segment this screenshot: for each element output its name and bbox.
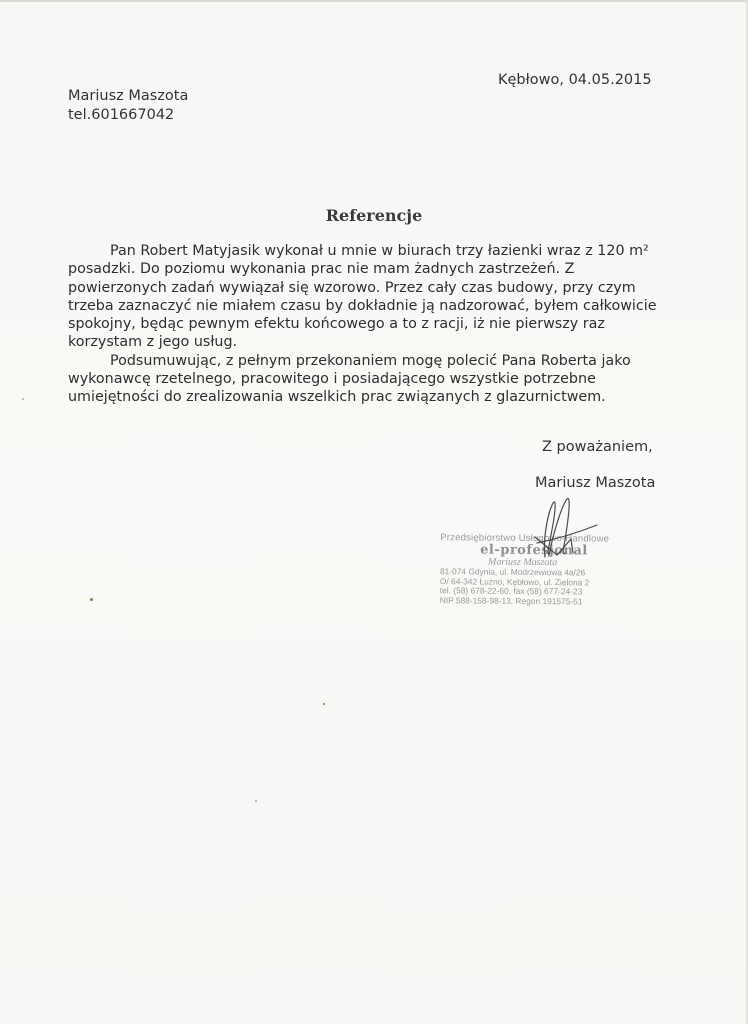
handwritten-signature-icon [527,495,607,565]
scan-speck [323,703,325,705]
paragraph-1: Pan Robert Matyjasik wykonał u mnie w biurach trzy łazienki wraz z 120 m² posadzki. Do poziomu wykonania prac nie mam żadnych zastrzeżeń. Z powierzonych zadań wywiązał się wzorowo. Przez cały czas budowy, przy czym trzeba zaznaczyć nie miałem czasu by dokładnie ją nadzorować, byłem całkowicie spokojny, będąc pewnym efektu końcowego a to z racji, iż nie pierwszy raz korzystam z jego usług. [68,243,657,351]
scan-speck [255,800,257,802]
scan-speck [90,598,93,601]
stamp-company: el-profesjonal [480,542,588,559]
closing-phrase: Z poważaniem, [542,439,653,455]
sender-phone: tel.601667042 [68,107,175,123]
stamp-ids: NIP 588-158-98-13, Regon 191575-51 [439,594,583,606]
sender-name: Mariusz Maszota [68,88,189,104]
stamp-line-1: Przedsiębiorstwo Usługowo-Handlowe [440,532,610,545]
stamp-owner: Mariusz Maszota [488,556,558,569]
paragraph-2: Podsumuwując, z pełnym przekonaniem mogę polecić Pana Roberta jako wykonawcę rzetelnego, pracowitego i posiadającego wszystkie potrzebne umiejętności do zrealizowania wszelkich prac związanych z glazurnictwem. [68,352,631,406]
stamp-address-1: 81-074 Gdynia, ul. Modrzewiowa 4a/26 [439,566,586,578]
signer-name: Mariusz Maszota [535,475,656,491]
sender-block [68,87,188,125]
stamp-address-2: O/ 64-342 Łużno, Kębłowo, ul. Zielona 2 [439,575,590,587]
letter-body [68,242,658,407]
page-edge-top [0,0,748,2]
scan-speck [22,398,24,400]
document-title: Referencje [325,206,423,225]
stamp-contact: tel. (58) 678-22-60, fax (58) 677-24-23 [439,585,583,597]
place-and-date: Kębłowo, 04.05.2015 [498,72,652,88]
